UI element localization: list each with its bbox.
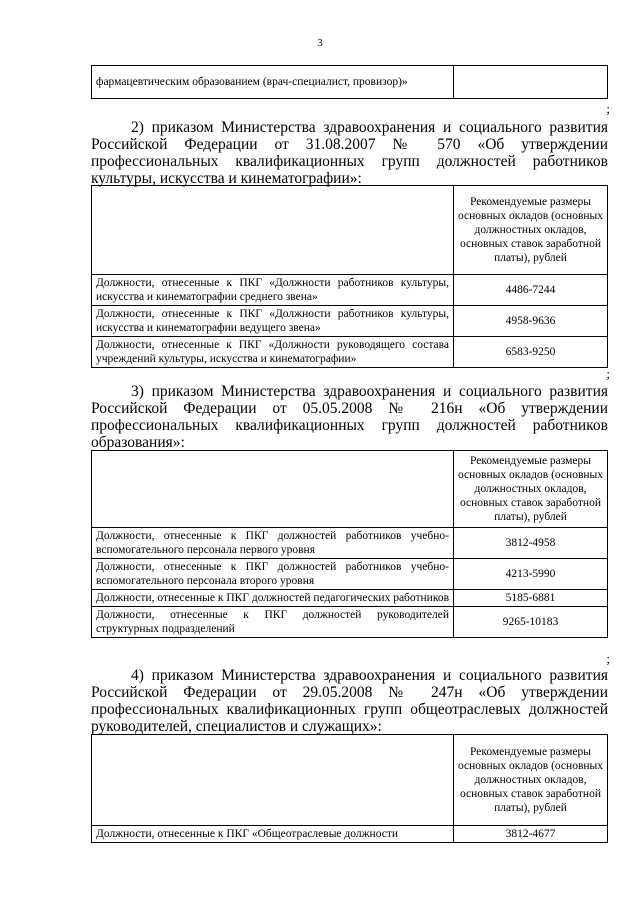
row-text: Должности, отнесенные к ПКГ должностей работников учебно-вспомогательного персонала второго уровня xyxy=(92,559,454,590)
intro-line: руководителей, специалистов и служащих»: xyxy=(91,718,382,735)
row-text: Должности, отнесенные к ПКГ «Должности руководящего состава учреждений культуры, искусства и кинематографии» xyxy=(92,337,454,368)
table-row xyxy=(92,826,608,843)
intro-line: 4) приказом Министерства здравоохранения и социального развития xyxy=(131,667,608,684)
row-text: фармацевтическим образованием (врач-специалист, провизор)» xyxy=(92,66,454,99)
row-value: 3812-4958 xyxy=(454,528,608,559)
top-table-fragment xyxy=(91,65,608,99)
salary-table xyxy=(91,450,608,638)
table-header-row xyxy=(92,186,608,275)
salary-table xyxy=(91,185,608,368)
intro-line: Российской Федерации от 31.08.2007 № 570 «Об утверждении xyxy=(91,136,608,153)
row-text: Должности, отнесенные к ПКГ должностей руководителей структурных подразделений xyxy=(92,607,454,638)
table-row xyxy=(92,607,608,638)
section-intro xyxy=(91,119,608,187)
intro-line: Российской Федерации от 29.05.2008 № 247н «Об утверждении xyxy=(91,684,608,701)
intro-line: профессиональных квалификационных групп общеотраслевых должностей xyxy=(91,701,608,718)
intro-line: культуры, искусства и кинематографии»: xyxy=(91,170,362,187)
table-row xyxy=(92,590,608,607)
table-row xyxy=(92,66,608,99)
row-text: Должности, отнесенные к ПКГ «Общеотраслевые должности xyxy=(92,826,454,843)
table-row xyxy=(92,337,608,368)
intro-line: профессиональных квалификационных групп должностей работников xyxy=(91,153,608,170)
table-row xyxy=(92,559,608,590)
column-header: Рекомендуемые размеры основных окладов (основных должностных окладов, основных ставок заработной платы), рублей xyxy=(454,735,608,826)
row-value: 9265-10183 xyxy=(454,607,608,638)
semicolon: ; xyxy=(606,366,610,381)
row-value: 4486-7244 xyxy=(454,275,608,306)
intro-line: Российской Федерации от 05.05.2008 № 216н «Об утверждении xyxy=(91,400,608,417)
section-intro xyxy=(91,667,608,735)
intro-line: 3) приказом Министерства здравоохранения и социального развития xyxy=(131,383,608,400)
row-value: 4958-9636 xyxy=(454,306,608,337)
semicolon: ; xyxy=(606,651,610,666)
semicolon: ; xyxy=(606,101,610,116)
intro-line: образования»: xyxy=(91,434,185,451)
table-row xyxy=(92,275,608,306)
column-header: Рекомендуемые размеры основных окладов (основных должностных окладов, основных ставок заработной платы), рублей xyxy=(454,451,608,528)
row-value: 4213-5990 xyxy=(454,559,608,590)
salary-table xyxy=(91,734,608,843)
row-value: 6583-9250 xyxy=(454,337,608,368)
row-text: Должности, отнесенные к ПКГ должностей педагогических работников xyxy=(92,590,454,607)
table-header-row xyxy=(92,451,608,528)
section-intro xyxy=(91,383,608,451)
row-value: 3812-4677 xyxy=(454,826,608,843)
intro-line: профессиональных квалификационных групп должностей работников xyxy=(91,417,608,434)
row-text: Должности, отнесенные к ПКГ «Должности работников культуры, искусства и кинематографии среднего звена» xyxy=(92,275,454,306)
row-text: Должности, отнесенные к ПКГ должностей работников учебно-вспомогательного персонала первого уровня xyxy=(92,528,454,559)
table-row xyxy=(92,528,608,559)
row-text: Должности, отнесенные к ПКГ «Должности работников культуры, искусства и кинематографии ведущего звена» xyxy=(92,306,454,337)
page-number: 3 xyxy=(317,37,323,49)
row-value: 5185-6881 xyxy=(454,590,608,607)
intro-line: 2) приказом Министерства здравоохранения и социального развития xyxy=(131,119,608,136)
table-header-row xyxy=(92,735,608,826)
column-header: Рекомендуемые размеры основных окладов (основных должностных окладов, основных ставок заработной платы), рублей xyxy=(454,186,608,275)
row-value xyxy=(454,66,608,99)
table-row xyxy=(92,306,608,337)
